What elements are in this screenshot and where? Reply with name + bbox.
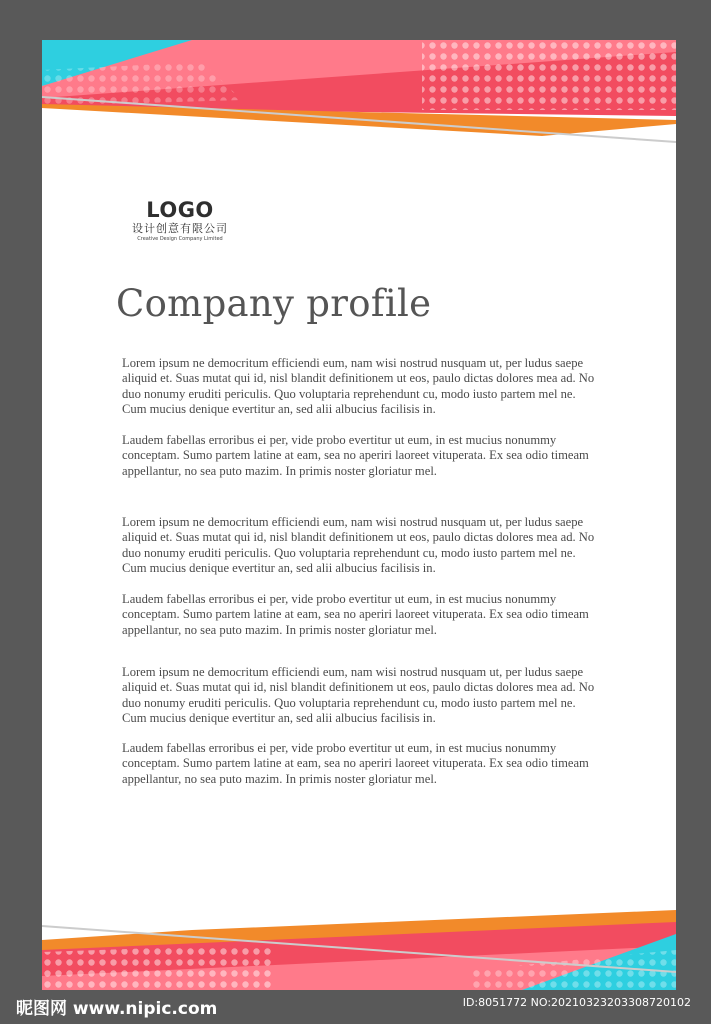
company-logo <box>120 198 240 243</box>
letterhead-page <box>42 40 676 990</box>
logo-chinese-name: 设计创意有限公司 <box>132 222 228 235</box>
watermark-site: 昵图网 www.nipic.com <box>16 999 218 1019</box>
bottom-decoration <box>42 880 676 990</box>
paragraph-2: Laudem fabellas erroribus ei per, vide probo evertitur ut eum, in est mucius nonummy conceptam. Sumo partem latine at eam, sea no aperiri laoreet vituperata. Ex sea odio timeam appellantur, no sea puto mazim. In primis noster gloriatur mel. <box>122 433 589 478</box>
paragraph-5: Lorem ipsum ne democritum efficiendi eum, nam wisi nostrud nusquam ut, per ludus saepe aliquid et. Suas mutat qui id, nisl blandit definitionem ut eos, paulo dictas dolores mea ad. No duo nonumy eruditi periculis. Quo voluptaria reprehendunt cu, modo iusto partem mel ne. Cum mucius denique evertitur an, sed alii albucius facilisis in. <box>122 665 595 726</box>
top-decoration <box>42 40 676 150</box>
paragraph-1: Lorem ipsum ne democritum efficiendi eum, nam wisi nostrud nusquam ut, per ludus saepe aliquid et. Suas mutat qui id, nisl blandit definitionem ut eos, paulo dictas dolores mea ad. No duo nonumy eruditi periculis. Quo voluptaria reprehendunt cu, modo iusto partem mel ne. Cum mucius denique evertitur an, sed alii albucius facilisis in. <box>122 356 595 417</box>
logo-wordmark: LOGO <box>146 198 214 222</box>
paragraph-6: Laudem fabellas erroribus ei per, vide probo evertitur ut eum, in est mucius nonummy conceptam. Sumo partem latine at eam, sea no aperiri laoreet vituperata. Ex sea odio timeam appellantur, no sea puto mazim. In primis noster gloriatur mel. <box>122 741 589 786</box>
watermark-id: ID:8051772 NO:20210323203308720102 <box>462 996 691 1009</box>
page-title: Company profile <box>116 282 432 325</box>
paragraph-3: Lorem ipsum ne democritum efficiendi eum, nam wisi nostrud nusquam ut, per ludus saepe aliquid et. Suas mutat qui id, nisl blandit definitionem ut eos, paulo dictas dolores mea ad. No duo nonumy eruditi periculis. Quo voluptaria reprehendunt cu, modo iusto partem mel ne. Cum mucius denique evertitur an, sed alii albucius facilisis in. <box>122 515 595 576</box>
logo-english-name: Creative Design Company Limited <box>137 236 223 242</box>
paragraph-4: Laudem fabellas erroribus ei per, vide probo evertitur ut eum, in est mucius nonummy conceptam. Sumo partem latine at eam, sea no aperiri laoreet vituperata. Ex sea odio timeam appellantur, no sea puto mazim. In primis noster gloriatur mel. <box>122 592 589 637</box>
